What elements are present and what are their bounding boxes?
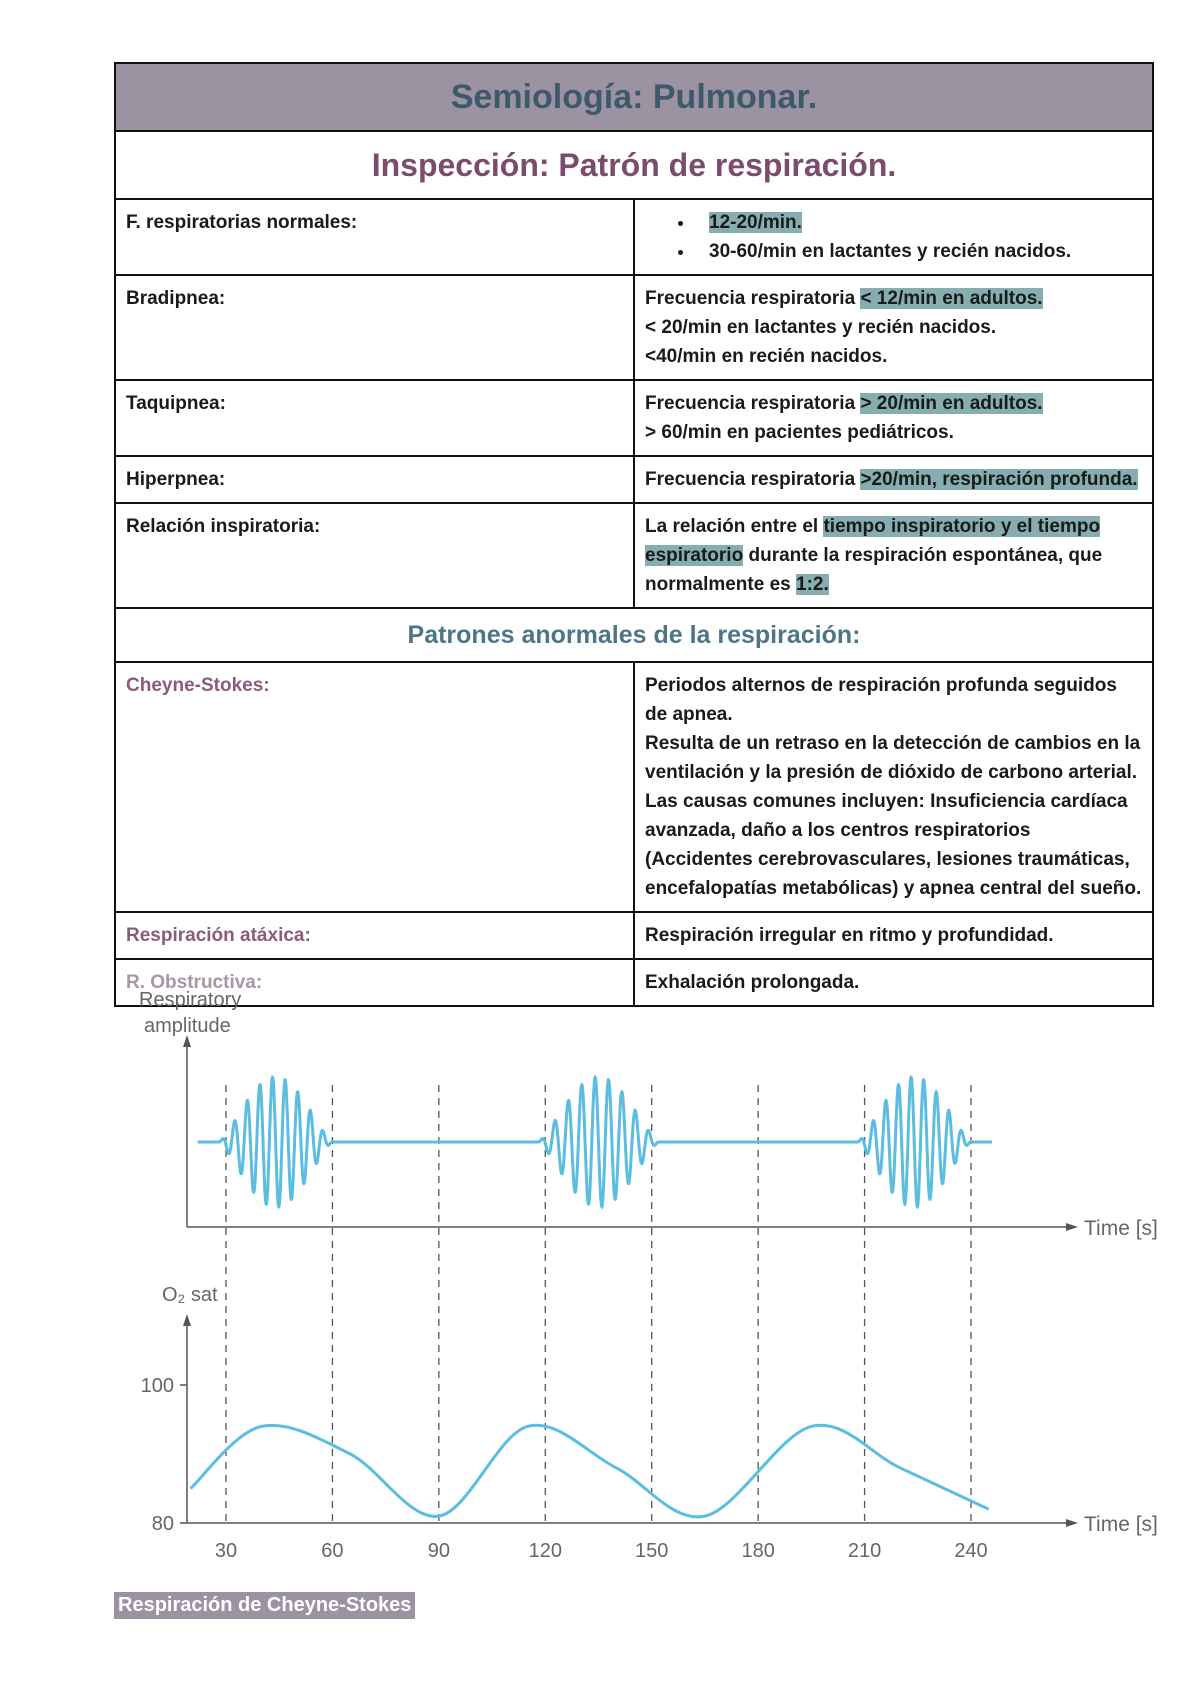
highlight-text: < 12/min en adultos. — [860, 288, 1043, 309]
cheyne-stokes-chart — [114, 985, 1174, 1575]
highlight-text: 12-20/min. — [709, 212, 802, 233]
top-xlabel: Time [s] — [1084, 1217, 1158, 1240]
text: Las causas comunes incluyen: Insuficiencia cardíaca avanzada, daño a los centros respiratorios (Accidentes cerebrovasculares, lesiones traumáticas, encefalopatías metabólicas) y apnea central del sueño. — [645, 791, 1142, 899]
highlight-text: 1:2. — [796, 574, 829, 595]
text: Resulta de un retraso en la detección de cambios en la ventilación y la presión de dióxido de carbono arterial. — [645, 733, 1141, 783]
x-tick-label: 210 — [847, 1540, 882, 1562]
text: Frecuencia respiratoria — [645, 288, 861, 309]
list-item — [695, 208, 1142, 237]
x-tick-label: 150 — [635, 1540, 669, 1562]
text: > 60/min en pacientes pediátricos. — [645, 422, 954, 443]
row-label-taquipnea: Taquipnea: — [115, 380, 634, 456]
row-value-normal — [634, 199, 1153, 275]
x-tick-label: 30 — [214, 1540, 238, 1562]
top-ylabel-1: Respiratory — [139, 989, 242, 1011]
table-row — [115, 380, 1153, 456]
text: <40/min en recién nacidos. — [645, 346, 888, 367]
top-x-arrow — [1066, 1223, 1078, 1231]
x-tick-label: 240 — [954, 1540, 988, 1562]
table-row — [115, 912, 1153, 959]
main-sheet — [114, 62, 1154, 1007]
page-title: Semiología: Pulmonar. — [115, 63, 1153, 131]
row-label-normal: F. respiratorias normales: — [115, 199, 634, 275]
x-tick-label: 120 — [528, 1540, 562, 1562]
text: durante la respiración espontánea, que normalmente es — [645, 545, 1103, 595]
row-label-ataxica: Respiración atáxica: — [115, 912, 634, 959]
figure-caption: Respiración de Cheyne-Stokes — [114, 1592, 415, 1619]
row-label-cheyne-stokes: Cheyne-Stokes: — [115, 662, 634, 912]
table-row — [115, 662, 1153, 912]
row-label-relacion: Relación inspiratoria: — [115, 503, 634, 608]
text: Periodos alternos de respiración profunda seguidos de apnea. — [645, 675, 1117, 725]
respiratory-curve — [198, 1077, 993, 1206]
x-tick-label: 60 — [321, 1540, 344, 1562]
semiology-table — [114, 62, 1154, 1007]
row-label-hiperpnea: Hiperpnea: — [115, 456, 634, 503]
row-value-bradipnea — [634, 275, 1153, 380]
bottom-xlabel: Time [s] — [1084, 1513, 1158, 1536]
table-row — [115, 199, 1153, 275]
row-value-hiperpnea — [634, 456, 1153, 503]
table-row — [115, 275, 1153, 380]
row-label-bradipnea: Bradipnea: — [115, 275, 634, 380]
table-row — [115, 456, 1153, 503]
text: < 20/min en lactantes y recién nacidos. — [645, 317, 997, 338]
text: Frecuencia respiratoria — [645, 393, 861, 414]
y-ticks — [141, 1375, 187, 1535]
y-tick-label: 100 — [140, 1375, 174, 1397]
row-label-obstructiva: R. Obstructiva: — [115, 959, 634, 1006]
highlight-text: >20/min, respiración profunda. — [860, 469, 1138, 490]
table-row — [115, 503, 1153, 608]
x-ticks — [215, 1540, 988, 1562]
row-value-relacion — [634, 503, 1153, 608]
section-title-abnormal: Patrones anormales de la respiración: — [115, 608, 1153, 662]
bottom-y-arrow — [183, 1314, 191, 1326]
bottom-ylabel: O₂ sat — [162, 1284, 218, 1306]
section-title-inspection: Inspección: Patrón de respiración. — [115, 131, 1153, 199]
o2-saturation-curve — [191, 1425, 989, 1517]
highlight-text: > 20/min en adultos. — [860, 393, 1043, 414]
x-tick-label: 180 — [741, 1540, 775, 1562]
highlight-text: tiempo inspiratorio y el tiempo espiratorio — [645, 516, 1101, 566]
bottom-x-arrow — [1066, 1519, 1078, 1527]
text: La relación entre el — [645, 516, 824, 537]
row-value-ataxica: Respiración irregular en ritmo y profundidad. — [634, 912, 1153, 959]
row-value-cheyne-stokes — [634, 662, 1153, 912]
text: Frecuencia respiratoria — [645, 469, 861, 490]
y-tick-label: 80 — [151, 1513, 174, 1535]
row-value-obstructiva: Exhalación prolongada. — [634, 959, 1153, 1006]
top-ylabel-2: amplitude — [144, 1015, 231, 1037]
x-tick-label: 90 — [427, 1540, 450, 1562]
row-value-taquipnea — [634, 380, 1153, 456]
list-item: • 30-60/min en lactantes y recién nacidos. — [695, 237, 1142, 266]
